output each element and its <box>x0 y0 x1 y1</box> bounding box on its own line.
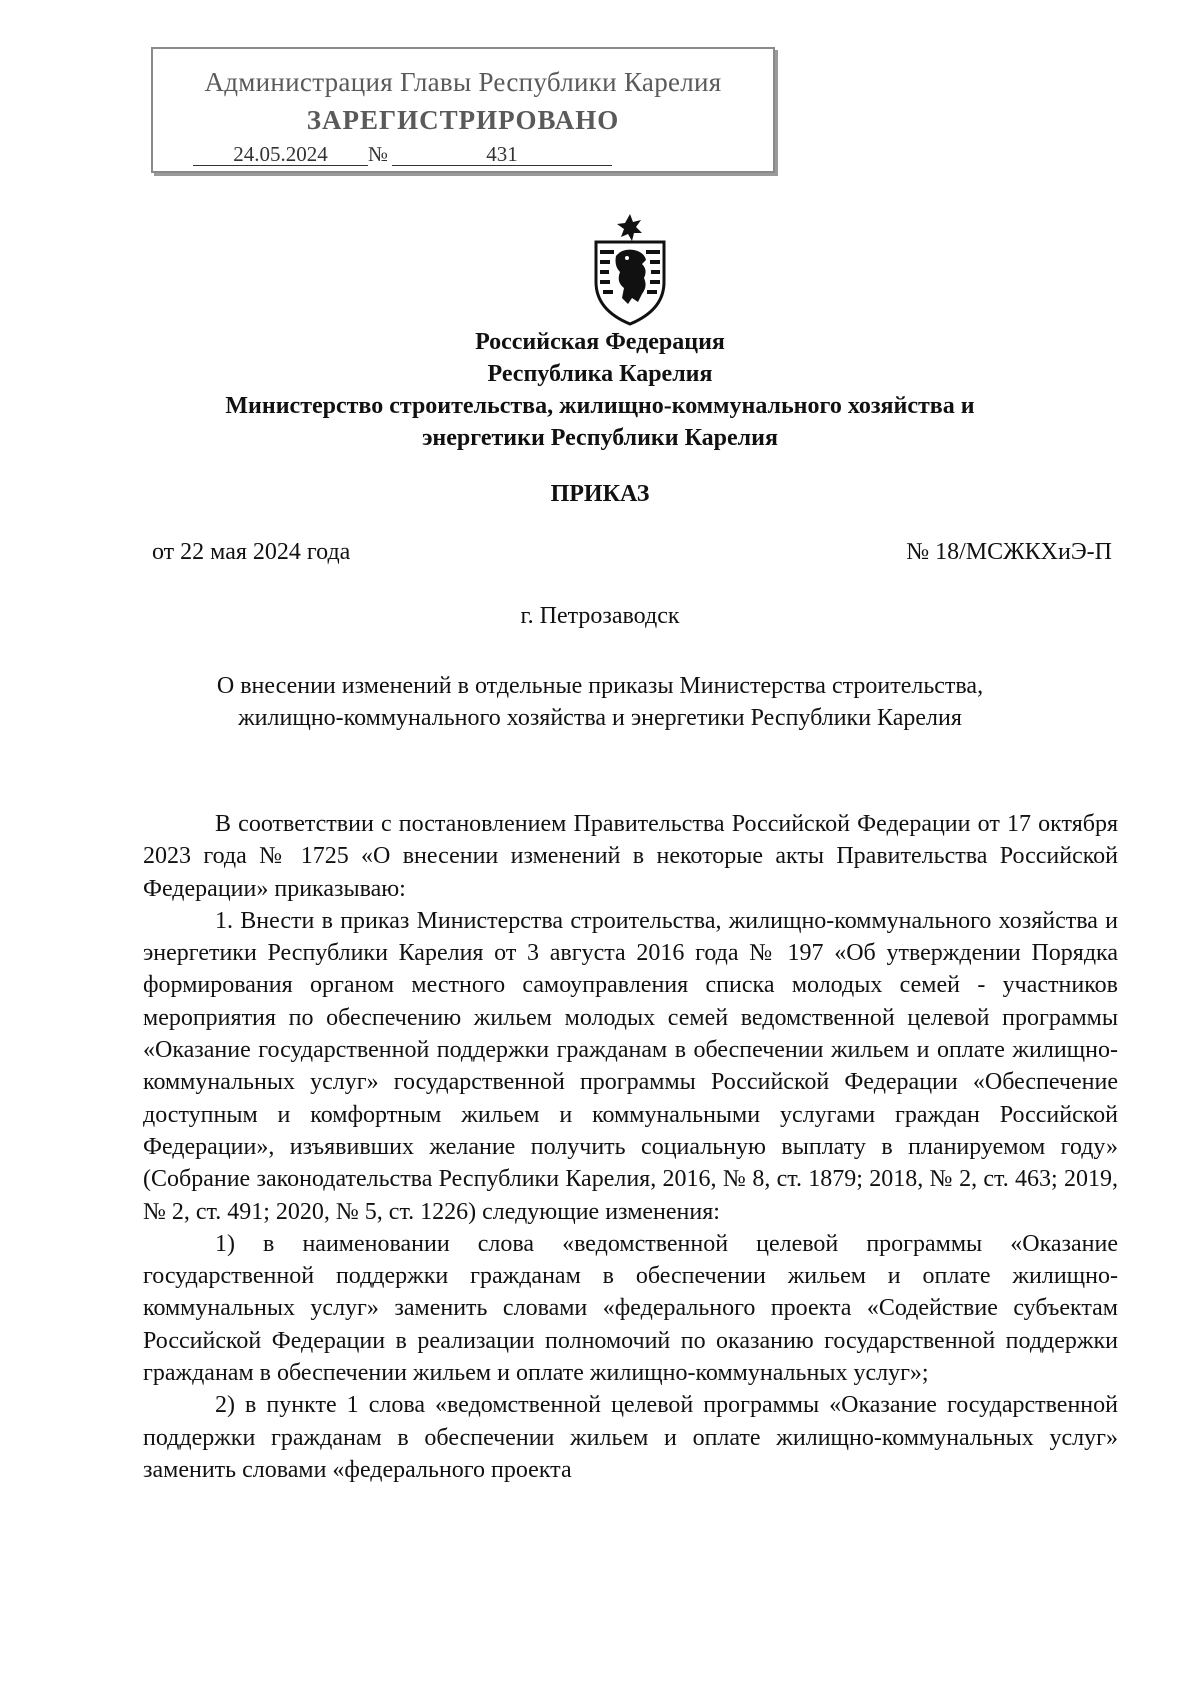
paragraph-subitem-2: 2) в пункте 1 слова «ведомственной целевой программы «Оказание государственной поддержки гражданам в обеспечении жильем и оплате жилищно-коммунальных услуг» заменить словами «федерального проекта <box>143 1392 1118 1483</box>
stamp-status: ЗАРЕГИСТРИРОВАНО <box>306 105 620 135</box>
stamp-date: 24.05.2024 <box>193 143 368 166</box>
document-type: ПРИКАЗ <box>550 481 650 507</box>
header-region: Республика Карелия <box>487 361 713 387</box>
header-country: Российская Федерация <box>475 329 725 355</box>
subject-line1: О внесении изменений в отдельные приказы Министерства строительства, <box>216 673 984 699</box>
stamp-number: 431 <box>392 143 612 166</box>
document-number: № 18/МСЖКХиЭ-П <box>906 539 1112 565</box>
stamp-organization: Администрация Главы Республики Карелия <box>204 67 722 97</box>
subject-line2: жилищно-коммунального хозяйства и энергетики Республики Карелия <box>238 705 962 731</box>
document-body <box>143 808 1118 1486</box>
paragraph-subitem-1: 1) в наименовании слова «ведомственной целевой программы «Оказание государственной поддержки гражданам в обеспечении жильем и оплате жилищно-коммунальных услуг» заменить словами «федерального проекта «Содействие субъектам Российской Федерации в реализации полномочий по оказанию государственной поддержки гражданам в обеспечении жильем и оплате жилищно-коммунальных услуг»; <box>143 1230 1118 1387</box>
paragraph-preamble: В соответствии с постановлением Правительства Российской Федерации от 17 октября 2023 года № 1725 «О внесении изменений в некоторые акты Правительства Российской Федерации» приказываю: <box>143 811 1118 902</box>
registration-stamp <box>151 47 775 173</box>
header-ministry-line1: Министерство строительства, жилищно-коммунального хозяйства и <box>225 393 975 419</box>
stamp-number-sign: № <box>368 142 389 166</box>
stamp-registration-line <box>193 142 612 167</box>
paragraph-item-1: 1. Внести в приказ Министерства строительства, жилищно-коммунального хозяйства и энергетики Республики Карелия от 3 августа 2016 года № 197 «Об утверждении Порядка формирования органом местного самоуправления списка молодых семей - участников мероприятия по обеспечению жильем молодых семей ведомственной целевой программы «Оказание государственной поддержки гражданам в обеспечении жильем и оплате жилищно-коммунальных услуг» государственной программы Российской Федерации «Обеспечение доступным и комфортным жильем и коммунальными услугами граждан Российской Федерации», изъявивших желание получить социальную выплату в планируемом году» (Собрание законодательства Республики Карелия, 2016, № 8, ст. 1879; 2018, № 2, ст. 463; 2019, № 2, ст. 491; 2020, № 5, ст. 1226) следующие изменения: <box>143 907 1118 1225</box>
city: г. Петрозаводск <box>520 603 680 629</box>
karelia-coat-of-arms-icon <box>582 212 678 328</box>
document-date: от 22 мая 2024 года <box>152 539 351 565</box>
header-ministry-line2: энергетики Республики Карелия <box>422 425 778 451</box>
